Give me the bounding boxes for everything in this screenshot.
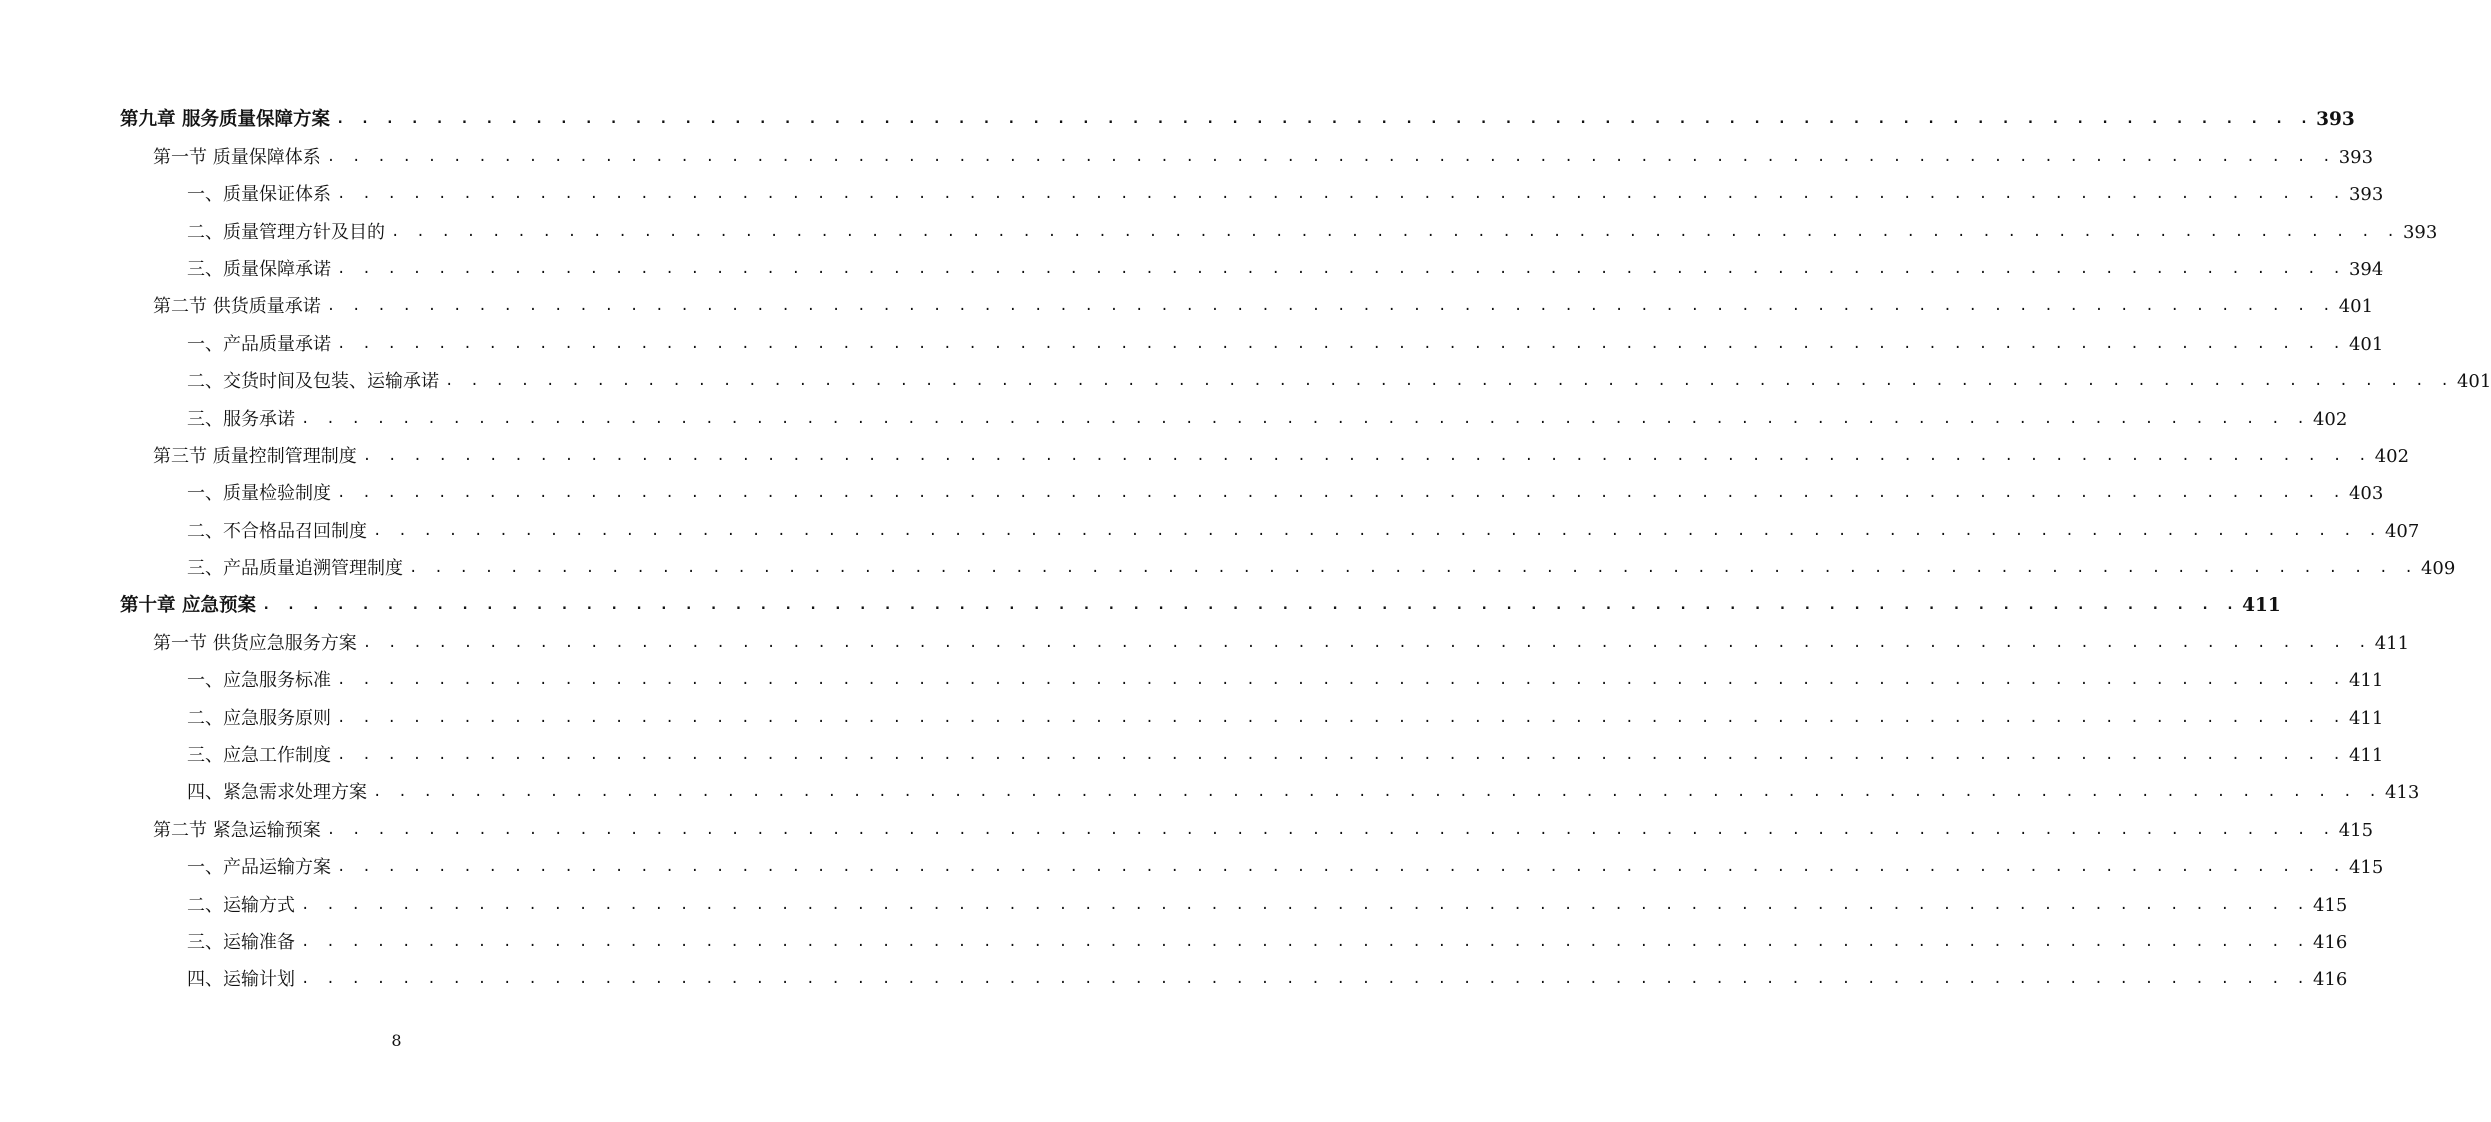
toc-entry-title: 三、运输准备	[187, 931, 295, 953]
toc-dot-leader: . . . . . . . . . . . . . . . . . . . . . . . . . . . . . . . . . . . . . . . . . . . . . . . . . . . . . . . . . . . . . . . . . . . . . . . . . . . . . . . .	[445, 373, 2453, 390]
toc-entry-page-number: 402	[2312, 408, 2348, 430]
toc-dot-leader: . . . . . . . . . . . . . . . . . . . . . . . . . . . . . . . . . . . . . . . . . . . . . . . . . . . . . . . . . . . . . . . . . . . . . . . . . . . . . . . .	[409, 560, 2417, 577]
toc-entry-title: 三、质量保障承诺	[187, 258, 331, 280]
toc-subsection-entry[interactable]	[120, 325, 2384, 362]
toc-section-entry[interactable]	[120, 624, 2410, 661]
toc-entry-page-number: 415	[2348, 857, 2384, 879]
toc-entry-title: 四、紧急需求处理方案	[187, 782, 367, 804]
toc-entry-title: 三、服务承诺	[187, 408, 295, 430]
toc-subsection-entry[interactable]	[120, 849, 2384, 886]
toc-entry-title: 二、不合格品召回制度	[187, 520, 367, 542]
toc-entry-page-number: 393	[2338, 146, 2374, 168]
toc-entry-page-number: 393	[2402, 221, 2438, 243]
toc-subsection-entry[interactable]	[120, 774, 2420, 811]
toc-subsection-entry[interactable]	[120, 213, 2438, 250]
toc-entry-title: 第一节 质量保障体系	[153, 146, 321, 168]
toc-entry-page-number: 411	[2374, 632, 2410, 654]
toc-subsection-entry[interactable]	[120, 961, 2348, 998]
toc-dot-leader: . . . . . . . . . . . . . . . . . . . . . . . . . . . . . . . . . . . . . . . . . . . . . . . . . . . . . . . . . . . . . . . . . . . . . . . . . . . . . . . .	[337, 260, 2345, 277]
toc-dot-leader: . . . . . . . . . . . . . . . . . . . . . . . . . . . . . . . . . . . . . . . . . . . . . . . . . . . . . . . . . . . . . . . . . . . . . . . . . . . . . . . .	[373, 784, 2381, 801]
toc-chapter-entry[interactable]	[120, 101, 2355, 138]
toc-entry-page-number: 416	[2312, 969, 2348, 991]
toc-subsection-entry[interactable]	[120, 400, 2348, 437]
toc-dot-leader: . . . . . . . . . . . . . . . . . . . . . . . . . . . . . . . . . . . . . . . . . . . . . . . . . . . . . . . . . . . . . . . . . . . . . . . . . . . . . . . .	[337, 485, 2345, 502]
toc-subsection-entry[interactable]	[120, 475, 2384, 512]
toc-entry-page-number: 409	[2420, 558, 2456, 580]
toc-entry-page-number: 401	[2456, 371, 2491, 393]
toc-chapter-entry[interactable]	[120, 587, 2281, 624]
toc-entry-page-number: 402	[2374, 445, 2410, 467]
toc-dot-leader: . . . . . . . . . . . . . . . . . . . . . . . . . . . . . . . . . . . . . . . . . . . . . . . . . . . . . . . . . . . . . . . . . . . . . . . . . . . . . . . .	[326, 298, 2335, 315]
toc-dot-leader: . . . . . . . . . . . . . . . . . . . . . . . . . . . . . . . . . . . . . . . . . . . . . . . . . . . . . . . . . . . . . . . . . . . . . . . . . . . . . . . .	[337, 335, 2345, 352]
toc-dot-leader: . . . . . . . . . . . . . . . . . . . . . . . . . . . . . . . . . . . . . . . . . . . . . . . . . . . . . . . . . . . . . . . . . . . . . . . . . . . . . . . .	[337, 859, 2345, 876]
toc-subsection-entry[interactable]	[120, 886, 2348, 923]
toc-subsection-entry[interactable]	[120, 512, 2420, 549]
toc-entry-title: 三、应急工作制度	[187, 745, 331, 767]
toc-section-entry[interactable]	[120, 811, 2374, 848]
toc-entry-page-number: 393	[2316, 109, 2355, 131]
toc-entry-title: 一、产品运输方案	[187, 857, 331, 879]
toc-section-entry[interactable]	[120, 138, 2374, 175]
toc-dot-leader: . . . . . . . . . . . . . . . . . . . . . . . . . . . . . . . . . . . . . . . . . . . . . . . . . . . . . . . . . . . . . . . . . . . . . . . . . . . . . . . .	[337, 709, 2345, 726]
toc-dot-leader: . . . . . . . . . . . . . . . . . . . . . . . . . . . . . . . . . . . . . . . . . . . . . . . . . . . . . . . . . . . . . . . . . . . . . . . . . . . . . . . .	[362, 447, 2371, 464]
toc-dot-leader: . . . . . . . . . . . . . . . . . . . . . . . . . . . . . . . . . . . . . . . . . . . . . . . . . . . . . . . . . . . . . . . . . . . . . . . . . . . . . . . .	[391, 223, 2399, 240]
toc-section-entry[interactable]	[120, 288, 2374, 325]
toc-entry-title: 一、质量检验制度	[187, 483, 331, 505]
toc-dot-leader: . . . . . . . . . . . . . . . . . . . . . . . . . . . . . . . . . . . . . . . . . . . . . . . . . . . . . . . . . . . . . . . . . . . . . . . . . . . . . . . .	[362, 634, 2371, 651]
table-of-contents	[120, 101, 2491, 998]
toc-entry-title: 二、质量管理方针及目的	[187, 221, 385, 243]
toc-entry-title: 一、质量保证体系	[187, 184, 331, 206]
toc-dot-leader: . . . . . . . . . . . . . . . . . . . . . . . . . . . . . . . . . . . . . . . . . . . . . . . . . . . . . . . . . . . . . . . . . . . . . . . . . . . . . . . .	[326, 821, 2335, 838]
toc-entry-title: 二、运输方式	[187, 894, 295, 916]
toc-entry-page-number: 415	[2338, 819, 2374, 841]
toc-entry-title: 四、运输计划	[187, 969, 295, 991]
toc-section-entry[interactable]	[120, 438, 2410, 475]
toc-subsection-entry[interactable]	[120, 550, 2456, 587]
toc-subsection-entry[interactable]	[120, 737, 2384, 774]
toc-dot-leader: . . . . . . . . . . . . . . . . . . . . . . . . . . . . . . . . . . . . . . . . . . . . . . . . . . . . . . . . . . . . . . . . . . . . . . . . . . . . . . . .	[373, 522, 2381, 539]
toc-subsection-entry[interactable]	[120, 363, 2491, 400]
toc-entry-title: 一、产品质量承诺	[187, 333, 331, 355]
toc-dot-leader: . . . . . . . . . . . . . . . . . . . . . . . . . . . . . . . . . . . . . . . . . . . . . . . . . . . . . . . . . . . . . . . . . . . . . . . . . . . . . . . .	[301, 410, 2309, 427]
toc-entry-title: 一、应急服务标准	[187, 670, 331, 692]
toc-entry-title: 二、交货时间及包装、运输承诺	[187, 371, 439, 393]
toc-dot-leader: . . . . . . . . . . . . . . . . . . . . . . . . . . . . . . . . . . . . . . . . . . . . . . . . . . . . . . . . . . . . . . . . . . . . . . . . . . . . . . . .	[335, 111, 2313, 128]
toc-entry-page-number: 403	[2348, 483, 2384, 505]
toc-entry-page-number: 401	[2338, 296, 2374, 318]
toc-entry-page-number: 416	[2312, 931, 2348, 953]
toc-dot-leader: . . . . . . . . . . . . . . . . . . . . . . . . . . . . . . . . . . . . . . . . . . . . . . . . . . . . . . . . . . . . . . . . . . . . . . . . . . . . . . . .	[301, 896, 2309, 913]
toc-entry-page-number: 411	[2242, 595, 2281, 617]
toc-dot-leader: . . . . . . . . . . . . . . . . . . . . . . . . . . . . . . . . . . . . . . . . . . . . . . . . . . . . . . . . . . . . . . . . . . . . . . . . . . . . . . . .	[301, 971, 2309, 988]
toc-entry-page-number: 393	[2348, 184, 2384, 206]
toc-entry-page-number: 394	[2348, 258, 2384, 280]
toc-entry-page-number: 401	[2348, 333, 2384, 355]
toc-dot-leader: . . . . . . . . . . . . . . . . . . . . . . . . . . . . . . . . . . . . . . . . . . . . . . . . . . . . . . . . . . . . . . . . . . . . . . . . . . . . . . . .	[337, 672, 2345, 689]
toc-entry-title: 三、产品质量追溯管理制度	[187, 558, 403, 580]
toc-entry-title: 第九章 服务质量保障方案	[120, 109, 330, 131]
toc-dot-leader: . . . . . . . . . . . . . . . . . . . . . . . . . . . . . . . . . . . . . . . . . . . . . . . . . . . . . . . . . . . . . . . . . . . . . . . . . . . . . . . .	[301, 933, 2309, 950]
toc-subsection-entry[interactable]	[120, 699, 2384, 736]
toc-dot-leader: . . . . . . . . . . . . . . . . . . . . . . . . . . . . . . . . . . . . . . . . . . . . . . . . . . . . . . . . . . . . . . . . . . . . . . . . . . . . . . . .	[337, 747, 2345, 764]
page-number: 8	[391, 1031, 402, 1050]
toc-entry-page-number: 411	[2348, 707, 2384, 729]
toc-entry-page-number: 407	[2384, 520, 2420, 542]
toc-entry-page-number: 413	[2384, 782, 2420, 804]
toc-subsection-entry[interactable]	[120, 176, 2384, 213]
toc-entry-page-number: 411	[2348, 670, 2384, 692]
toc-entry-page-number: 415	[2312, 894, 2348, 916]
toc-dot-leader: . . . . . . . . . . . . . . . . . . . . . . . . . . . . . . . . . . . . . . . . . . . . . . . . . . . . . . . . . . . . . . . . . . . . . . . . . . . . . . . .	[261, 597, 2239, 614]
toc-dot-leader: . . . . . . . . . . . . . . . . . . . . . . . . . . . . . . . . . . . . . . . . . . . . . . . . . . . . . . . . . . . . . . . . . . . . . . . . . . . . . . . .	[326, 148, 2335, 165]
toc-entry-title: 第三节 质量控制管理制度	[153, 445, 357, 467]
toc-subsection-entry[interactable]	[120, 251, 2384, 288]
toc-entry-title: 第十章 应急预案	[120, 595, 256, 617]
toc-entry-page-number: 411	[2348, 745, 2384, 767]
toc-subsection-entry[interactable]	[120, 662, 2384, 699]
toc-subsection-entry[interactable]	[120, 924, 2348, 961]
toc-dot-leader: . . . . . . . . . . . . . . . . . . . . . . . . . . . . . . . . . . . . . . . . . . . . . . . . . . . . . . . . . . . . . . . . . . . . . . . . . . . . . . . .	[337, 186, 2345, 203]
toc-entry-title: 二、应急服务原则	[187, 707, 331, 729]
toc-entry-title: 第一节 供货应急服务方案	[153, 632, 357, 654]
toc-entry-title: 第二节 供货质量承诺	[153, 296, 321, 318]
toc-entry-title: 第二节 紧急运输预案	[153, 819, 321, 841]
